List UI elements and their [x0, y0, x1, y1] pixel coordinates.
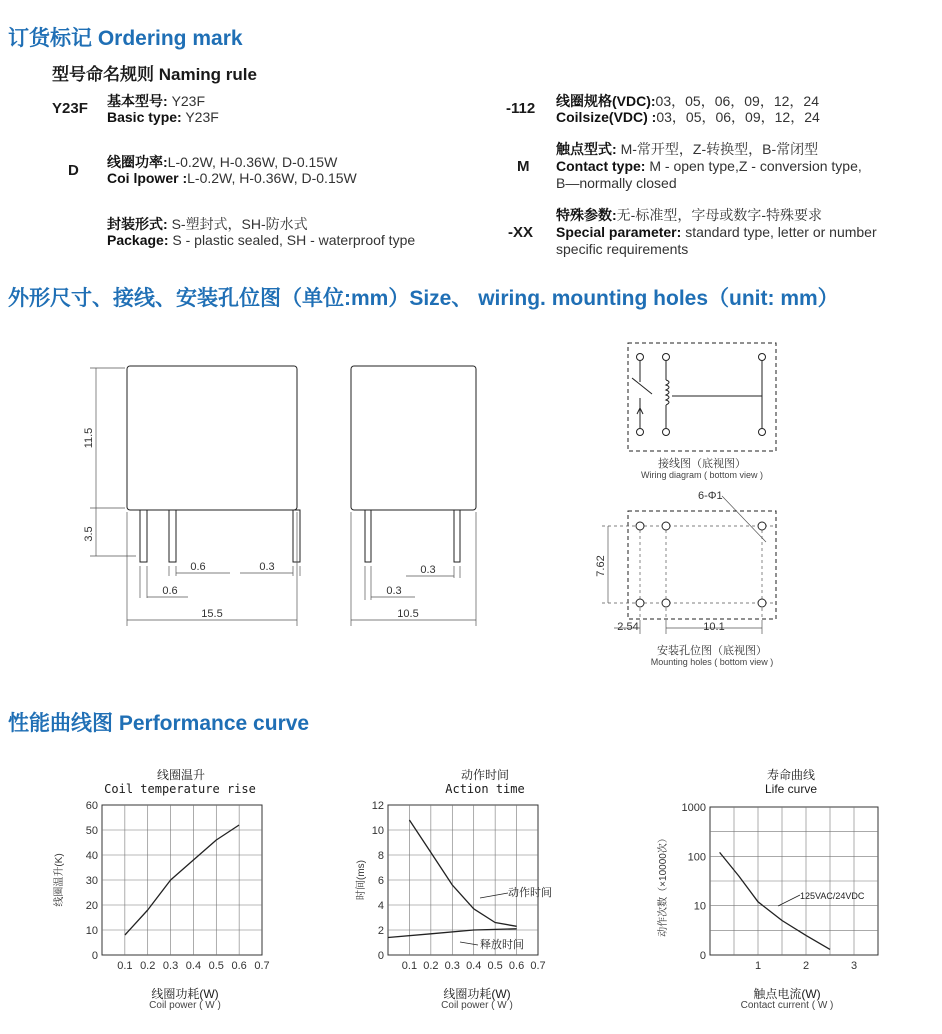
contact-type-cn: 触点型式: M-常开型，Z-转换型，B-常闭型	[556, 141, 819, 157]
chart1-ytick-label: 50	[85, 825, 98, 837]
chart2-ytick-label: 6	[377, 875, 384, 887]
wiring-caption-cn: 接线图（底视图）	[658, 458, 746, 470]
chart2-xtick-label: 0.4	[466, 960, 482, 972]
chart2-xlabel-cn: 线圈功耗(W)	[443, 987, 511, 1001]
code-contact-type: M	[517, 158, 530, 175]
chart2-xlabel-en: Coil power ( W )	[441, 1000, 513, 1011]
side-dim-0-3-lower: 0.3	[386, 585, 402, 597]
coil-size-cn: 线圈规格(VDC):03，05，06，09，12，24	[556, 93, 819, 109]
chart3-ytick-label: 0	[699, 950, 706, 962]
chart2-xtick-label: 0.2	[423, 960, 439, 972]
chart2-annotation-release: 释放时间	[480, 939, 524, 951]
chart3-title-cn: 寿命曲线	[766, 768, 815, 782]
chart1-xtick-label: 0.7	[254, 960, 270, 972]
chart3-xtick-label: 2	[802, 960, 810, 972]
chart1-ytick-label: 20	[85, 900, 98, 912]
chart2-xtick-label: 0.7	[530, 960, 546, 972]
chart3-ytick-label: 100	[687, 851, 706, 864]
contact-type-en: Contact type: M - open type,Z - conversion type,	[556, 158, 862, 174]
side-dim-0-3-upper: 0.3	[420, 564, 436, 576]
chart1-xlabel-cn: 线圈功耗(W)	[151, 987, 219, 1001]
chart3-ylabel: 动作次数（×10000次）	[658, 833, 669, 937]
front-width-label: 15.5	[201, 608, 223, 620]
code-special: -XX	[508, 224, 534, 241]
size-title: 外形尺寸、接线、安装孔位图（单位:mm）Size、 wiring. mounting holes（unit: mm）	[8, 287, 839, 310]
wiring-caption-en: Wiring diagram ( bottom view )	[640, 470, 764, 480]
chart1-xtick-label: 0.5	[208, 960, 224, 972]
chart1-xtick-label: 0.1	[117, 960, 133, 972]
contact-type-en-2: B—normally closed	[556, 175, 677, 191]
code-coil-power: D	[68, 162, 79, 179]
chart2-xtick-label: 0.6	[508, 960, 525, 972]
chart3-annotation: 125VAC/24VDC	[800, 891, 865, 901]
chart2-series-0-line	[409, 820, 516, 926]
mount-caption-en: Mounting holes ( bottom view )	[650, 657, 774, 667]
coil-size-en: Coilsize(VDC) :03，05，06，09，12，24	[556, 109, 820, 125]
special-en: Special parameter: standard type, letter or number	[556, 224, 877, 240]
special-cn: 特殊参数:无-标准型，字母或数字-特殊要求	[556, 207, 822, 223]
chart2-title-en: Action time	[445, 782, 525, 796]
chart1-xtick-label: 0.4	[185, 960, 202, 972]
chart1-ytick-label: 40	[85, 850, 98, 862]
chart2-xtick-label: 0.5	[487, 960, 503, 972]
coil-power-en: Coi lpower :L-0.2W, H-0.36W, D-0.15W	[107, 170, 357, 186]
chart2-ytick-label: 4	[377, 900, 384, 912]
coil-power-cn: 线圈功率:L-0.2W, H-0.36W, D-0.15W	[107, 154, 338, 170]
basic-type-en: Basic type: Y23F	[107, 109, 219, 125]
wiring-diagram	[622, 338, 782, 458]
chart1-ytick-label: 0	[91, 950, 98, 962]
chart1-ytick-label: 60	[85, 800, 98, 812]
chart1-xtick-label: 0.6	[231, 960, 247, 972]
basic-type-cn: 基本型号: Y23F	[107, 93, 206, 109]
chart1-ytick-label: 10	[85, 925, 98, 937]
package-en: Package: S - plastic sealed, SH - waterproof type	[107, 232, 416, 248]
chart2-ytick-label: 12	[371, 800, 384, 812]
code-basic: Y23F	[52, 100, 88, 117]
chart3-xlabel-cn: 触点电流(W)	[753, 987, 821, 1001]
chart1-xlabel-en: Coil power ( W )	[149, 1000, 221, 1011]
chart1-title-cn: 线圈温升	[156, 768, 205, 782]
holes-vertical-dim: 7.62	[595, 555, 607, 577]
naming-rule-title: 型号命名规则 Naming rule	[52, 65, 257, 84]
ordering-title: 订货标记 Ordering mark	[8, 27, 243, 50]
code-coil-size: -112	[506, 100, 536, 117]
chart3-xtick-label: 1	[754, 960, 762, 972]
front-dim-0-6-upper: 0.6	[190, 561, 206, 573]
perf-title: 性能曲线图 Performance curve	[8, 712, 310, 735]
side-view-drawing	[340, 358, 490, 630]
front-view-drawing	[70, 358, 330, 630]
chart1-ytick-label: 30	[85, 875, 98, 887]
chart3-title-en: Life curve	[764, 782, 818, 796]
chart2-ytick-label: 10	[371, 825, 384, 837]
chart1-ylabel: 线圈温升(K)	[54, 853, 65, 907]
front-dim-0-6-lower: 0.6	[162, 585, 178, 597]
chart2-ylabel: 时间(ms)	[356, 860, 367, 900]
chart2-ytick-label: 8	[377, 850, 384, 862]
chart3-ytick-label: 10	[693, 900, 706, 913]
special-en-2: specific requirements	[556, 241, 689, 257]
chart1-title-en: Coil temperature rise	[104, 782, 256, 796]
mounting-holes-diagram	[588, 486, 788, 636]
front-dim-0-3: 0.3	[259, 561, 275, 573]
front-pin-length-label: 3.5	[83, 526, 95, 542]
chart2-annotation-action: 动作时间	[508, 887, 552, 899]
chart2-ytick-label: 0	[377, 950, 384, 962]
chart1-xtick-label: 0.3	[162, 960, 179, 972]
chart3-xtick-label: 3	[850, 960, 858, 972]
chart3-xlabel-en: Contact current ( W )	[740, 1000, 834, 1011]
holes-dim-10-1: 10.1	[703, 621, 725, 633]
mount-caption-cn: 安装孔位图（底视图）	[657, 645, 767, 657]
front-height-label: 11.5	[83, 427, 95, 449]
chart1-coil-temp	[40, 795, 275, 975]
side-width-label: 10.5	[397, 608, 419, 620]
chart2-title-cn: 动作时间	[460, 768, 509, 782]
chart3-life-curve	[648, 795, 888, 975]
chart2-xtick-label: 0.1	[401, 960, 418, 972]
chart3-ytick-label: 1000	[681, 802, 706, 814]
chart2-ytick-label: 2	[377, 925, 384, 937]
chart1-xtick-label: 0.2	[140, 960, 156, 972]
chart2-action-time	[348, 795, 573, 975]
package-cn: 封装形式: S-塑封式，SH-防水式	[107, 216, 308, 232]
holes-count-label: 6-Φ1	[698, 490, 723, 502]
holes-dim-2-54: 2.54	[617, 621, 639, 633]
chart2-xtick-label: 0.3	[444, 960, 460, 972]
